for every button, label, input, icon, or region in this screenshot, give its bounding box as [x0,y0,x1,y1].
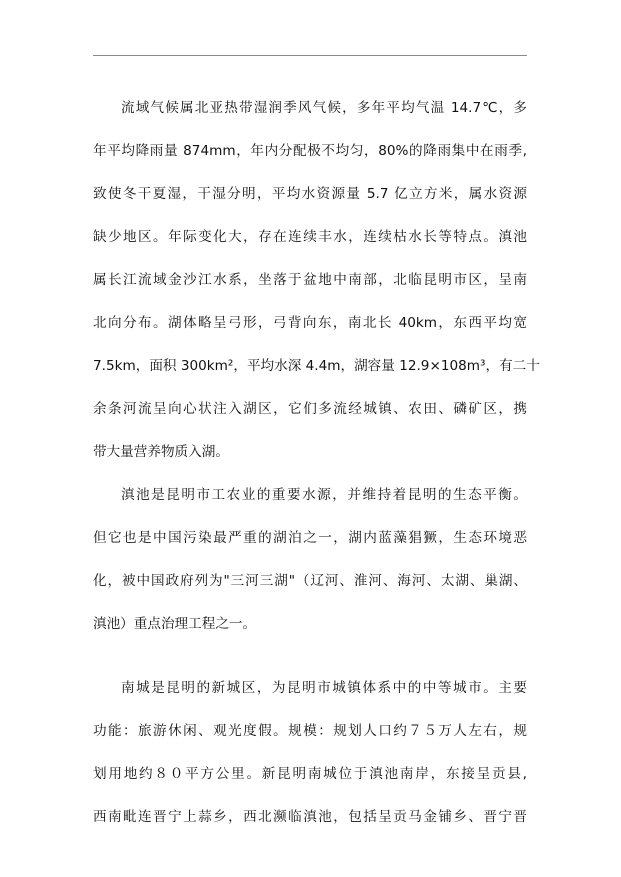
paragraph-1-line-6: 北向分布。湖体略呈弓形，弓背向东，南北长 40km，东西平均宽 [93,315,527,331]
paragraph-3-line-3: 划用地约８０平方公里。新昆明南城位于滇池南岸，东接呈贡县, [93,766,527,782]
paragraph-1-line-4: 缺少地区。年际变化大，存在连续丰水，连续枯水长等特点。滇池 [93,229,527,245]
paragraph-1-line-1: 流域气候属北亚热带湿润季风气候，多年平均气温 14.7℃，多 [121,100,527,116]
paragraph-2-line-4: 滇池）重点治理工程之一。 [93,616,257,632]
paragraph-1-line-5: 属长江流域金沙江水系，坐落于盆地中南部，北临昆明市区，呈南 [93,272,527,288]
paragraph-2-line-3: 化，被中国政府列为"三河三湖"（辽河、淮河、海河、太湖、巢湖、 [93,573,527,589]
paragraph-3-line-2: 功能：旅游休闲、观光度假。规模：规划人口约７５万人左右，规 [93,723,527,739]
paragraph-3-line-1: 南城是昆明的新城区，为昆明市城镇体系中的中等城市。主要 [121,680,527,696]
paragraph-1-line-2: 年平均降雨量 874mm，年内分配极不均匀，80%的降雨集中在雨季, [93,143,527,159]
paragraph-3-line-4: 西南毗连晋宁上蒜乡，西北濒临滇池，包括呈贡马金铺乡、晋宁晋 [93,809,527,825]
paragraph-1-line-9: 带大量营养物质入湖。 [93,444,229,460]
paragraph-1-line-3: 致使冬干夏湿，干湿分明，平均水资源量 5.7 亿立方米，属水资源 [93,186,527,202]
paragraph-2-line-2: 但它也是中国污染最严重的湖泊之一，湖内蓝藻猖獗，生态环境恶 [93,530,527,546]
paragraph-2-line-1: 滇池是昆明市工农业的重要水源，并维持着昆明的生态平衡。 [121,487,527,503]
paragraph-1-line-8: 余条河流呈向心状注入湖区，它们多流经城镇、农田、磷矿区，携 [93,401,527,417]
paragraph-1-line-7: 7.5km，面积 300km²，平均水深 4.4m，湖容量 12.9×108m³，有二十 [93,358,540,374]
header-divider [93,55,527,56]
